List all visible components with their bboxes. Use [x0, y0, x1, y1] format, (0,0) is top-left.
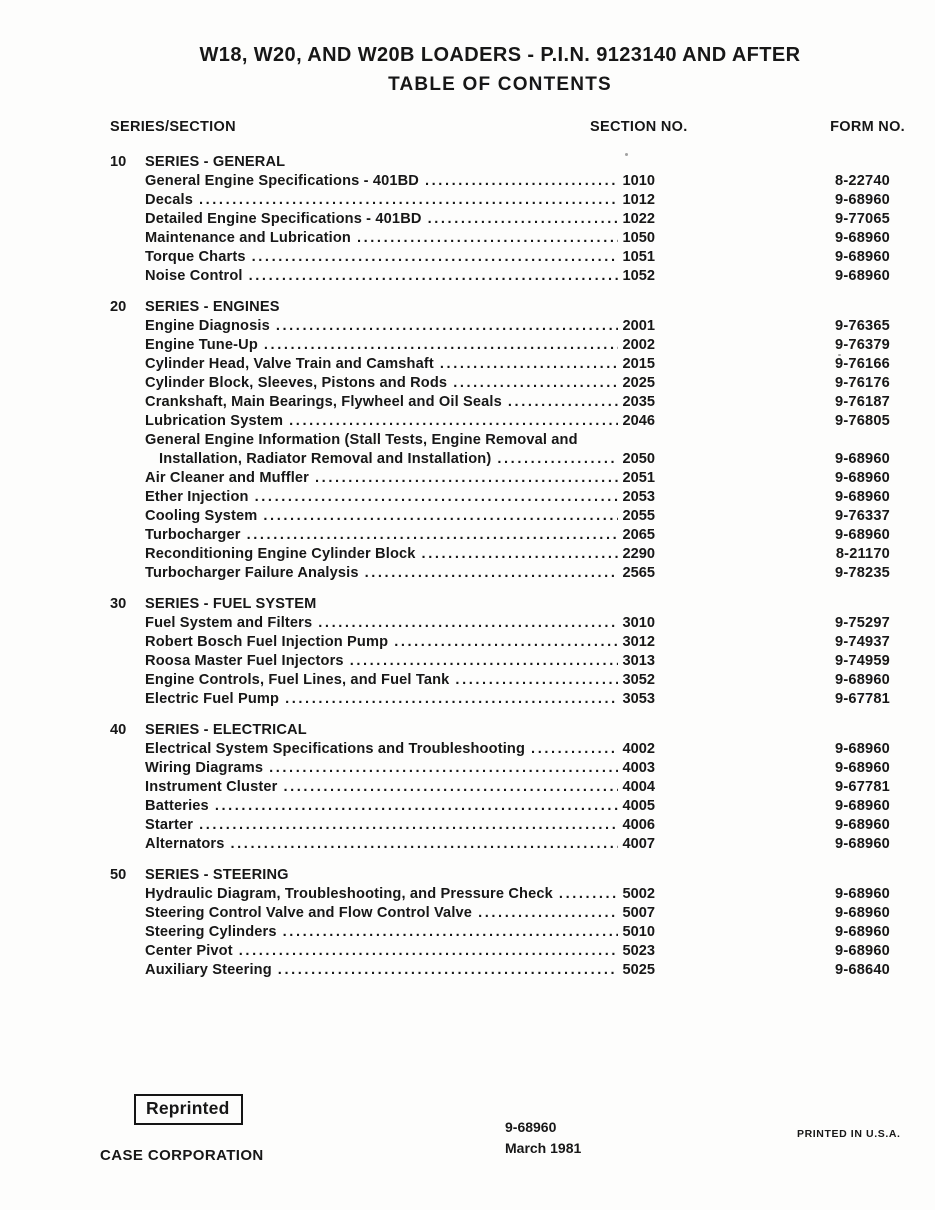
toc-entry	[110, 317, 655, 336]
section-heading-label: SERIES - FUEL SYSTEM	[145, 596, 317, 612]
toc-row	[110, 614, 890, 633]
toc-item-label: Steering Control Valve and Flow Control Valve	[145, 905, 473, 921]
series-number: 50	[110, 867, 127, 883]
dot-leader	[289, 412, 617, 431]
toc-section	[110, 866, 890, 980]
toc-entry	[110, 564, 655, 583]
toc-item-label: Ether Injection	[145, 489, 249, 505]
toc-row	[110, 393, 890, 412]
toc-entry	[110, 545, 655, 564]
toc-entry	[110, 923, 655, 942]
dot-leader	[269, 759, 617, 778]
section-number: 2053	[622, 489, 655, 505]
toc-entry	[110, 740, 655, 759]
dot-leader	[478, 904, 617, 923]
form-number: 9-68960	[835, 836, 890, 852]
form-number: 9-75297	[835, 615, 890, 631]
page-subtitle: TABLE OF CONTENTS	[388, 74, 612, 95]
column-header-series-section: SERIES/SECTION	[110, 119, 236, 135]
toc-item-label: Crankshaft, Main Bearings, Flywheel and Oil Seals	[145, 394, 502, 410]
toc-entry	[110, 614, 655, 633]
dot-leader	[255, 488, 618, 507]
toc-entry	[110, 450, 655, 469]
reprinted-stamp: Reprinted	[134, 1094, 243, 1125]
toc-entry	[110, 961, 655, 980]
toc-row	[110, 431, 890, 450]
toc-section	[110, 721, 890, 854]
toc-item-label: Robert Bosch Fuel Injection Pump	[145, 634, 389, 650]
dot-leader	[497, 450, 617, 469]
toc-entry	[110, 355, 655, 374]
form-number: 9-68960	[835, 527, 890, 543]
form-number: 9-68960	[835, 760, 890, 776]
toc-entry	[110, 488, 655, 507]
form-number: 9-68960	[835, 249, 890, 265]
section-number: 4004	[622, 779, 655, 795]
toc-row	[110, 526, 890, 545]
section-number: 2290	[622, 546, 655, 562]
series-number: 10	[110, 154, 127, 170]
toc-section	[110, 595, 890, 709]
section-number: 2050	[622, 451, 655, 467]
section-number: 5010	[622, 924, 655, 940]
toc-item-label: Torque Charts	[145, 249, 246, 265]
toc-entry	[110, 172, 655, 191]
dot-leader	[249, 267, 618, 286]
section-number: 3012	[622, 634, 655, 650]
toc-entry	[110, 595, 655, 614]
toc-entry	[110, 866, 655, 885]
form-number: 9-77065	[835, 211, 890, 227]
toc-row	[110, 671, 890, 690]
toc-row	[110, 595, 890, 614]
dot-leader	[247, 526, 618, 545]
toc-entry	[110, 885, 655, 904]
toc-row	[110, 336, 890, 355]
toc-entry	[110, 298, 655, 317]
section-number: 1052	[622, 268, 655, 284]
dot-leader	[278, 961, 618, 980]
toc-item-label: Starter	[145, 817, 194, 833]
toc-item-label: Batteries	[145, 798, 209, 814]
dot-leader	[394, 633, 617, 652]
section-number: 2565	[622, 565, 655, 581]
dot-leader	[199, 191, 618, 210]
toc-entry	[110, 671, 655, 690]
section-number: 5023	[622, 943, 655, 959]
footer-form-number: 9-68960	[505, 1119, 557, 1135]
column-header-section-no: SECTION NO.	[590, 119, 688, 135]
toc-row	[110, 961, 890, 980]
dot-leader	[428, 210, 618, 229]
form-number: 9-68960	[835, 905, 890, 921]
section-number: 4006	[622, 817, 655, 833]
form-number: 9-68960	[835, 741, 890, 757]
toc-row	[110, 267, 890, 286]
dot-leader	[318, 614, 617, 633]
section-number: 5007	[622, 905, 655, 921]
dot-leader	[425, 172, 618, 191]
toc-item-label: Engine Tune-Up	[145, 337, 258, 353]
table-of-contents	[0, 153, 935, 980]
toc-row	[110, 355, 890, 374]
series-number: 30	[110, 596, 127, 612]
toc-entry	[110, 469, 655, 488]
section-number: 4007	[622, 836, 655, 852]
form-number: 9-76166	[835, 356, 890, 372]
toc-item-label: Detailed Engine Specifications - 401BD	[145, 211, 422, 227]
toc-row	[110, 904, 890, 923]
dot-leader	[264, 336, 618, 355]
section-number: 3013	[622, 653, 655, 669]
section-number: 1050	[622, 230, 655, 246]
column-header-row	[0, 119, 935, 139]
dot-leader	[315, 469, 618, 488]
toc-entry	[110, 431, 655, 450]
dot-leader	[283, 778, 617, 797]
toc-row	[110, 942, 890, 961]
dot-leader	[252, 248, 618, 267]
toc-row	[110, 923, 890, 942]
toc-item-label: Decals	[145, 192, 193, 208]
toc-row	[110, 507, 890, 526]
form-number: 9-76337	[835, 508, 890, 524]
dot-leader	[559, 885, 618, 904]
toc-entry	[110, 797, 655, 816]
dot-leader	[285, 690, 617, 709]
toc-item-label-continued: Installation, Radiator Removal and Installation)	[159, 451, 492, 467]
toc-item-label: Cooling System	[145, 508, 258, 524]
dot-leader	[508, 393, 618, 412]
form-number: 9-68960	[835, 817, 890, 833]
form-number: 9-68960	[835, 489, 890, 505]
toc-entry	[110, 721, 655, 740]
form-number: 9-68960	[835, 943, 890, 959]
dot-leader	[350, 652, 618, 671]
form-number: 9-68960	[835, 230, 890, 246]
toc-row	[110, 835, 890, 854]
form-number: 9-76176	[835, 375, 890, 391]
toc-row	[110, 488, 890, 507]
toc-item-label: Center Pivot	[145, 943, 233, 959]
section-number: 3053	[622, 691, 655, 707]
toc-row	[110, 721, 890, 740]
section-number: 2015	[622, 356, 655, 372]
toc-entry	[110, 248, 655, 267]
toc-item-label: Maintenance and Lubrication	[145, 230, 351, 246]
toc-row	[110, 469, 890, 488]
section-number: 3052	[622, 672, 655, 688]
toc-entry	[110, 210, 655, 229]
toc-entry	[110, 690, 655, 709]
section-number: 5025	[622, 962, 655, 978]
toc-row	[110, 740, 890, 759]
dot-leader	[239, 942, 618, 961]
toc-row	[110, 564, 890, 583]
form-number: 8-22740	[835, 173, 890, 189]
section-number: 4005	[622, 798, 655, 814]
section-number: 5002	[622, 886, 655, 902]
dot-leader	[455, 671, 617, 690]
toc-item-label: Auxiliary Steering	[145, 962, 272, 978]
toc-item-label: Cylinder Head, Valve Train and Camshaft	[145, 356, 434, 372]
toc-item-label: Lubrication System	[145, 413, 284, 429]
toc-row	[110, 317, 890, 336]
toc-item-label: Noise Control	[145, 268, 243, 284]
form-number: 9-76805	[835, 413, 890, 429]
section-number: 2046	[622, 413, 655, 429]
page-header	[0, 0, 935, 97]
printed-in-usa: PRINTED IN U.S.A.	[797, 1128, 901, 1140]
toc-item-label: Roosa Master Fuel Injectors	[145, 653, 344, 669]
toc-entry	[110, 393, 655, 412]
form-number: 9-68960	[835, 886, 890, 902]
toc-item-label: Electrical System Specifications and Troubleshooting	[145, 741, 526, 757]
toc-entry	[110, 336, 655, 355]
toc-row	[110, 229, 890, 248]
dot-leader	[231, 835, 618, 854]
dot-leader	[263, 507, 617, 526]
toc-row	[110, 298, 890, 317]
section-heading-label: SERIES - ELECTRICAL	[145, 722, 307, 738]
section-number: 2025	[622, 375, 655, 391]
dot-leader	[365, 564, 618, 583]
toc-entry	[110, 412, 655, 431]
section-number: 3010	[622, 615, 655, 631]
toc-item-label: Turbocharger Failure Analysis	[145, 565, 359, 581]
form-number: 9-68960	[835, 672, 890, 688]
series-number: 40	[110, 722, 127, 738]
form-number: 9-68960	[835, 924, 890, 940]
form-number: 8-21170	[835, 546, 890, 562]
toc-entry	[110, 942, 655, 961]
column-header-form-no: FORM NO.	[830, 119, 905, 135]
footer-form-date	[505, 1117, 581, 1159]
form-number: 9-68640	[835, 962, 890, 978]
section-number: 2035	[622, 394, 655, 410]
section-number: 4002	[622, 741, 655, 757]
toc-entry	[110, 229, 655, 248]
toc-entry	[110, 759, 655, 778]
toc-row	[110, 759, 890, 778]
toc-item-label: Fuel System and Filters	[145, 615, 313, 631]
toc-row	[110, 450, 890, 469]
form-number: 9-78235	[835, 565, 890, 581]
toc-item-label: General Engine Specifications - 401BD	[145, 173, 419, 189]
toc-row	[110, 690, 890, 709]
toc-item-label: General Engine Information (Stall Tests, Engine Removal and	[145, 432, 578, 448]
toc-row	[110, 153, 890, 172]
form-number: 9-74959	[835, 653, 890, 669]
toc-entry	[110, 507, 655, 526]
toc-item-label: Wiring Diagrams	[145, 760, 264, 776]
dot-leader	[357, 229, 618, 248]
section-number: 2055	[622, 508, 655, 524]
toc-item-label: Alternators	[145, 836, 225, 852]
section-number: 2051	[622, 470, 655, 486]
form-number: 9-68960	[835, 798, 890, 814]
form-number: 9-67781	[835, 779, 890, 795]
company-name: CASE CORPORATION	[100, 1147, 264, 1164]
footer-date: March 1981	[505, 1140, 582, 1156]
toc-row	[110, 374, 890, 393]
toc-entry	[110, 191, 655, 210]
dot-leader	[276, 317, 618, 336]
toc-entry	[110, 904, 655, 923]
form-number: 9-68960	[835, 192, 890, 208]
toc-item-label: Electric Fuel Pump	[145, 691, 280, 707]
toc-item-label: Engine Controls, Fuel Lines, and Fuel Tank	[145, 672, 450, 688]
form-number: 9-76379	[835, 337, 890, 353]
toc-row	[110, 248, 890, 267]
toc-row	[110, 210, 890, 229]
toc-entry	[110, 816, 655, 835]
toc-row	[110, 797, 890, 816]
dot-leader	[440, 355, 618, 374]
section-number: 1012	[622, 192, 655, 208]
scan-artifact	[625, 153, 628, 156]
toc-entry	[110, 267, 655, 286]
section-number: 2001	[622, 318, 655, 334]
toc-row	[110, 172, 890, 191]
section-number: 4003	[622, 760, 655, 776]
dot-leader	[453, 374, 617, 393]
toc-item-label: Turbocharger	[145, 527, 241, 543]
dot-leader	[199, 816, 617, 835]
toc-item-label: Hydraulic Diagram, Troubleshooting, and Pressure Check	[145, 886, 553, 902]
section-heading-label: SERIES - STEERING	[145, 867, 289, 883]
toc-item-label: Air Cleaner and Muffler	[145, 470, 310, 486]
dot-leader	[531, 740, 617, 759]
toc-entry	[110, 153, 655, 172]
toc-row	[110, 633, 890, 652]
toc-row	[110, 885, 890, 904]
form-number: 9-68960	[835, 451, 890, 467]
form-number: 9-67781	[835, 691, 890, 707]
section-number: 1051	[622, 249, 655, 265]
section-number: 2065	[622, 527, 655, 543]
scan-artifact	[838, 354, 841, 356]
section-heading-label: SERIES - GENERAL	[145, 154, 286, 170]
toc-item-label: Reconditioning Engine Cylinder Block	[145, 546, 416, 562]
toc-entry	[110, 374, 655, 393]
toc-section	[110, 298, 890, 583]
toc-section	[110, 153, 890, 286]
toc-row	[110, 412, 890, 431]
dot-leader	[422, 545, 618, 564]
toc-row	[110, 191, 890, 210]
toc-row	[110, 545, 890, 564]
form-number: 9-76365	[835, 318, 890, 334]
section-number: 1010	[622, 173, 655, 189]
toc-item-label: Cylinder Block, Sleeves, Pistons and Rods	[145, 375, 448, 391]
section-heading-label: SERIES - ENGINES	[145, 299, 280, 315]
dot-leader	[283, 923, 618, 942]
toc-item-label: Instrument Cluster	[145, 779, 278, 795]
form-number: 9-68960	[835, 268, 890, 284]
toc-entry	[110, 526, 655, 545]
toc-row	[110, 652, 890, 671]
toc-entry	[110, 633, 655, 652]
toc-item-label: Steering Cylinders	[145, 924, 277, 940]
section-number: 1022	[622, 211, 655, 227]
toc-row	[110, 816, 890, 835]
form-number: 9-74937	[835, 634, 890, 650]
toc-item-label: Engine Diagnosis	[145, 318, 270, 334]
section-number: 2002	[622, 337, 655, 353]
form-number: 9-68960	[835, 470, 890, 486]
toc-entry	[110, 835, 655, 854]
toc-entry	[110, 778, 655, 797]
series-number: 20	[110, 299, 127, 315]
page-title: W18, W20, AND W20B LOADERS - P.I.N. 9123140 AND AFTER	[199, 44, 801, 66]
form-number: 9-76187	[835, 394, 890, 410]
toc-entry	[110, 652, 655, 671]
toc-row	[110, 778, 890, 797]
dot-leader	[215, 797, 618, 816]
toc-row	[110, 866, 890, 885]
